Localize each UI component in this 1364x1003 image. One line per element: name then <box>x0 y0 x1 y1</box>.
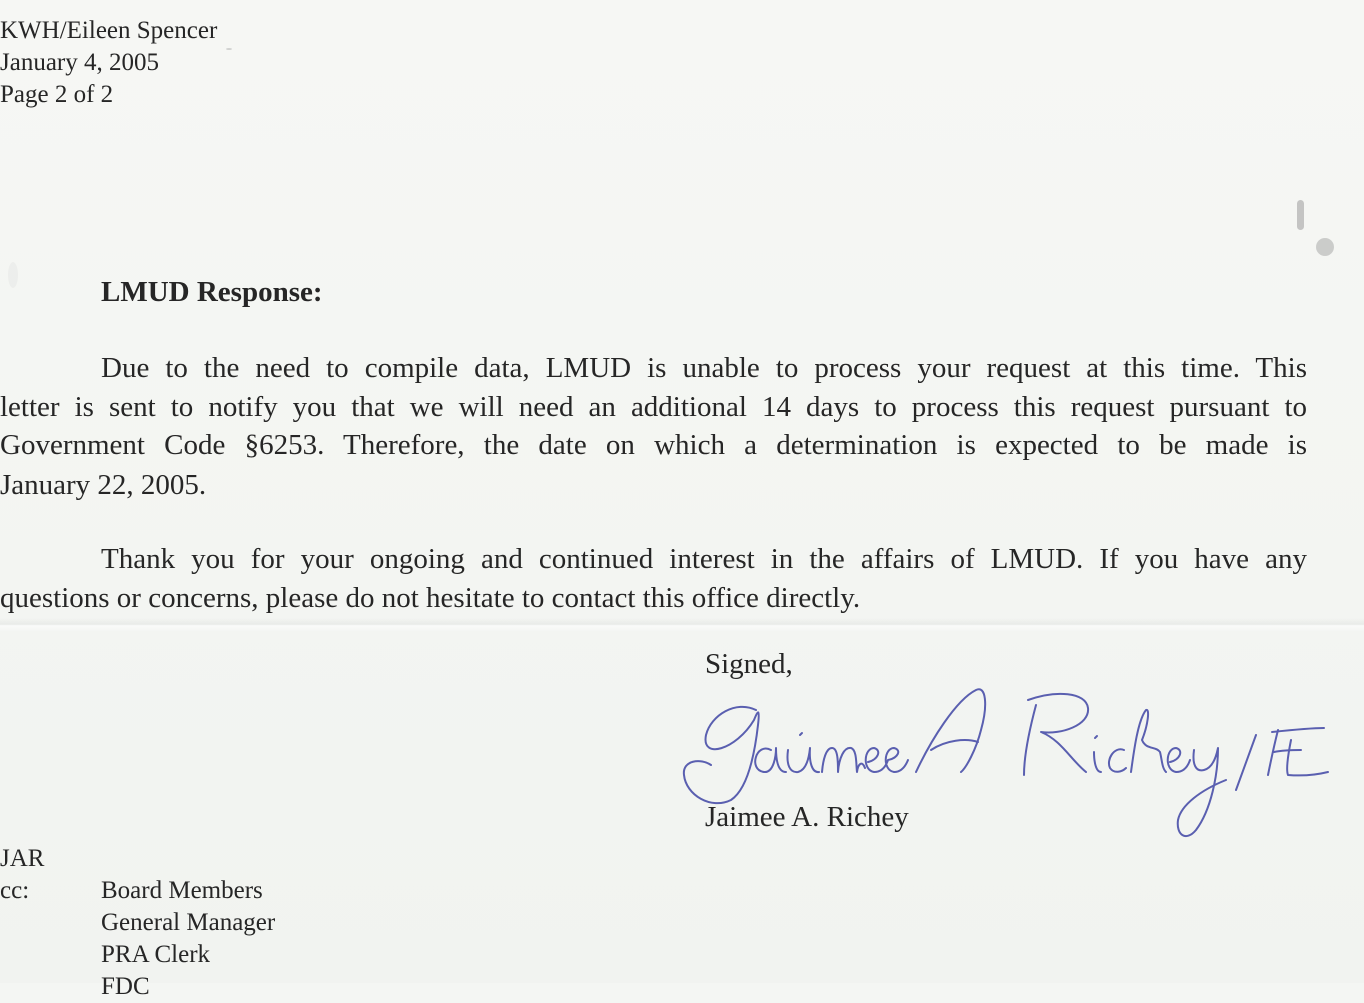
cc-recipient: FDC <box>101 973 150 1000</box>
header-recipient: KWH/Eileen Spencer <box>0 17 218 44</box>
header-date: January 4, 2005 <box>0 49 159 76</box>
paper-fold <box>0 618 1364 632</box>
typist-initials: JAR <box>0 845 45 872</box>
cc-recipient: Board Members <box>101 877 263 904</box>
paragraph2-line: Thank you for your ongoing and continued interest in the affairs of LMUD. If you have any <box>101 543 1307 575</box>
paper-speck <box>226 48 232 50</box>
signer-name: Jaimee A. Richey <box>705 801 909 833</box>
paragraph1-line: January 22, 2005. <box>0 469 207 501</box>
paragraph1-line: Due to the need to compile data, LMUD is unable to process your request at this time. This <box>101 352 1307 384</box>
response-heading: LMUD Response: <box>101 276 323 308</box>
paper-speck <box>1297 200 1304 230</box>
cc-label: cc: <box>0 877 30 904</box>
paragraph1-line: letter is sent to notify you that we will need an additional 14 days to process this request pursuant to <box>0 391 1307 423</box>
paper-speck <box>1316 238 1334 256</box>
cc-recipient: General Manager <box>101 909 276 936</box>
paper-speck <box>8 262 18 288</box>
paragraph1-line: Government Code §6253. Therefore, the date on which a determination is expected to be made is <box>0 429 1307 461</box>
cc-recipient: PRA Clerk <box>101 941 211 968</box>
paragraph2-line: questions or concerns, please do not hesitate to contact this office directly. <box>0 582 861 614</box>
header-page-number: Page 2 of 2 <box>0 81 114 108</box>
signed-label: Signed, <box>705 648 793 680</box>
